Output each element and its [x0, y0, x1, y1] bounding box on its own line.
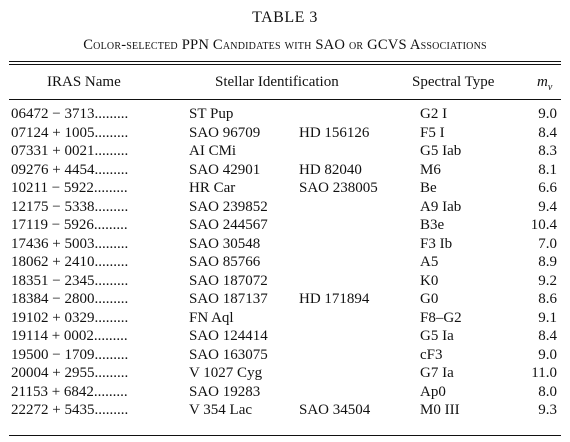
spectral-type-cell: G5 Iab — [420, 143, 462, 159]
header-magnitude-symbol: m — [537, 74, 548, 90]
stellar-id-cell: SAO 42901 — [189, 161, 261, 178]
header-spectral-type: Spectral Type — [412, 74, 495, 90]
table-row — [0, 402, 570, 421]
stellar-id-cell: SAO 187072 — [189, 272, 268, 289]
spectral-type-cell: G2 I — [420, 106, 448, 122]
alt-id-cell: SAO 34504 — [299, 402, 371, 418]
magnitude-cell: 8.4 — [538, 124, 557, 141]
iras-name-cell: 19500 − 1709......... — [11, 346, 129, 363]
header-magnitude — [537, 74, 552, 93]
table-label: TABLE 3 — [252, 9, 318, 26]
alt-id-cell: HD 156126 — [299, 124, 370, 141]
magnitude-cell: 8.4 — [538, 328, 557, 344]
spectral-type-cell: A9 Iab — [420, 198, 462, 215]
magnitude-cell: 8.1 — [538, 161, 557, 178]
spectral-type-cell: K0 — [420, 272, 439, 289]
magnitude-cell: 8.9 — [538, 254, 557, 270]
spectral-type-cell: M0 III — [420, 402, 460, 418]
stellar-id-cell: SAO 239852 — [189, 198, 268, 215]
header-rule — [9, 99, 561, 100]
spectral-type-cell: F8–G2 — [420, 309, 462, 326]
table-row — [0, 328, 570, 347]
spectral-type-cell: Be — [420, 180, 437, 196]
magnitude-cell: 10.4 — [530, 217, 557, 233]
iras-name-cell: 12175 − 5338......... — [11, 198, 129, 215]
magnitude-cell: 8.6 — [538, 291, 557, 307]
table-body — [0, 106, 570, 421]
table-row — [0, 199, 570, 218]
table-row — [0, 291, 570, 310]
iras-name-cell: 07331 + 0021......... — [11, 143, 129, 159]
alt-id-cell: HD 82040 — [299, 161, 362, 178]
magnitude-cell: 9.2 — [538, 272, 557, 289]
spectral-type-cell: A5 — [420, 254, 439, 270]
spectral-type-cell: G7 Ia — [420, 365, 454, 381]
top-rule-double — [9, 64, 561, 65]
table-row — [0, 384, 570, 403]
table-caption: Color-selected PPN Candidates with SAO or GCVS Associations — [83, 37, 487, 53]
magnitude-cell: 8.0 — [538, 383, 557, 400]
spectral-type-cell: F3 Ib — [420, 235, 453, 252]
iras-name-cell: 20004 + 2955......... — [11, 365, 129, 381]
stellar-id-cell: ST Pup — [189, 106, 234, 122]
spectral-type-cell: G5 Ia — [420, 328, 454, 344]
iras-name-cell: 18384 − 2800......... — [11, 291, 129, 307]
table-row — [0, 180, 570, 199]
table-row — [0, 236, 570, 255]
header-magnitude-subscript: v — [547, 82, 553, 93]
iras-name-cell: 18351 − 2345......... — [11, 272, 129, 289]
table-row — [0, 347, 570, 366]
magnitude-cell: 9.0 — [538, 346, 557, 363]
stellar-id-cell: SAO 163075 — [189, 346, 268, 363]
iras-name-cell: 22272 + 5435......... — [11, 402, 129, 418]
stellar-id-cell: SAO 187137 — [189, 291, 268, 307]
top-rule — [9, 61, 561, 62]
iras-name-cell: 09276 + 4454......... — [11, 161, 129, 178]
spectral-type-cell: Ap0 — [420, 383, 446, 400]
magnitude-cell: 7.0 — [538, 235, 557, 252]
stellar-id-cell: SAO 124414 — [189, 328, 268, 344]
iras-name-cell: 18062 + 2410......... — [11, 254, 129, 270]
stellar-id-cell: SAO 85766 — [189, 254, 261, 270]
iras-name-cell: 06472 − 3713......... — [11, 106, 129, 122]
stellar-id-cell: HR Car — [189, 180, 236, 196]
spectral-type-cell: M6 — [420, 161, 441, 178]
iras-name-cell: 17119 − 5926......... — [11, 217, 128, 233]
iras-name-cell: 07124 + 1005......... — [11, 124, 129, 141]
table-row — [0, 273, 570, 292]
table-row — [0, 310, 570, 329]
iras-name-cell: 10211 − 5922......... — [11, 180, 128, 196]
spectral-type-cell: cF3 — [420, 346, 443, 363]
spectral-type-cell: B3e — [420, 217, 445, 233]
magnitude-cell: 11.0 — [531, 365, 557, 381]
magnitude-cell: 9.1 — [538, 309, 557, 326]
stellar-id-cell: V 1027 Cyg — [189, 365, 263, 381]
magnitude-cell: 9.3 — [538, 402, 557, 418]
magnitude-cell: 9.0 — [538, 106, 557, 122]
stellar-id-cell: SAO 30548 — [189, 235, 261, 252]
stellar-id-cell: AI CMi — [189, 143, 237, 159]
table-row — [0, 217, 570, 236]
table-row — [0, 254, 570, 273]
spectral-type-cell: G0 — [420, 291, 439, 307]
alt-id-cell: SAO 238005 — [299, 180, 378, 196]
bottom-rule — [9, 435, 561, 436]
magnitude-cell: 9.4 — [538, 198, 557, 215]
header-stellar-identification: Stellar Identification — [215, 74, 339, 90]
table-row — [0, 106, 570, 125]
iras-name-cell: 19102 + 0329......... — [11, 309, 129, 326]
stellar-id-cell: SAO 19283 — [189, 383, 261, 400]
alt-id-cell: HD 171894 — [299, 291, 370, 307]
table-row — [0, 143, 570, 162]
spectral-type-cell: F5 I — [420, 124, 445, 141]
stellar-id-cell: SAO 244567 — [189, 217, 268, 233]
table-row — [0, 162, 570, 181]
stellar-id-cell: SAO 96709 — [189, 124, 261, 141]
header-iras-name: IRAS Name — [47, 74, 121, 90]
iras-name-cell: 17436 + 5003......... — [11, 235, 129, 252]
table-row — [0, 125, 570, 144]
magnitude-cell: 6.6 — [538, 180, 557, 196]
iras-name-cell: 21153 + 6842......... — [11, 383, 128, 400]
iras-name-cell: 19114 + 0002......... — [11, 328, 128, 344]
stellar-id-cell: V 354 Lac — [189, 402, 253, 418]
stellar-id-cell: FN Aql — [189, 309, 234, 326]
table-row — [0, 365, 570, 384]
magnitude-cell: 8.3 — [538, 143, 557, 159]
